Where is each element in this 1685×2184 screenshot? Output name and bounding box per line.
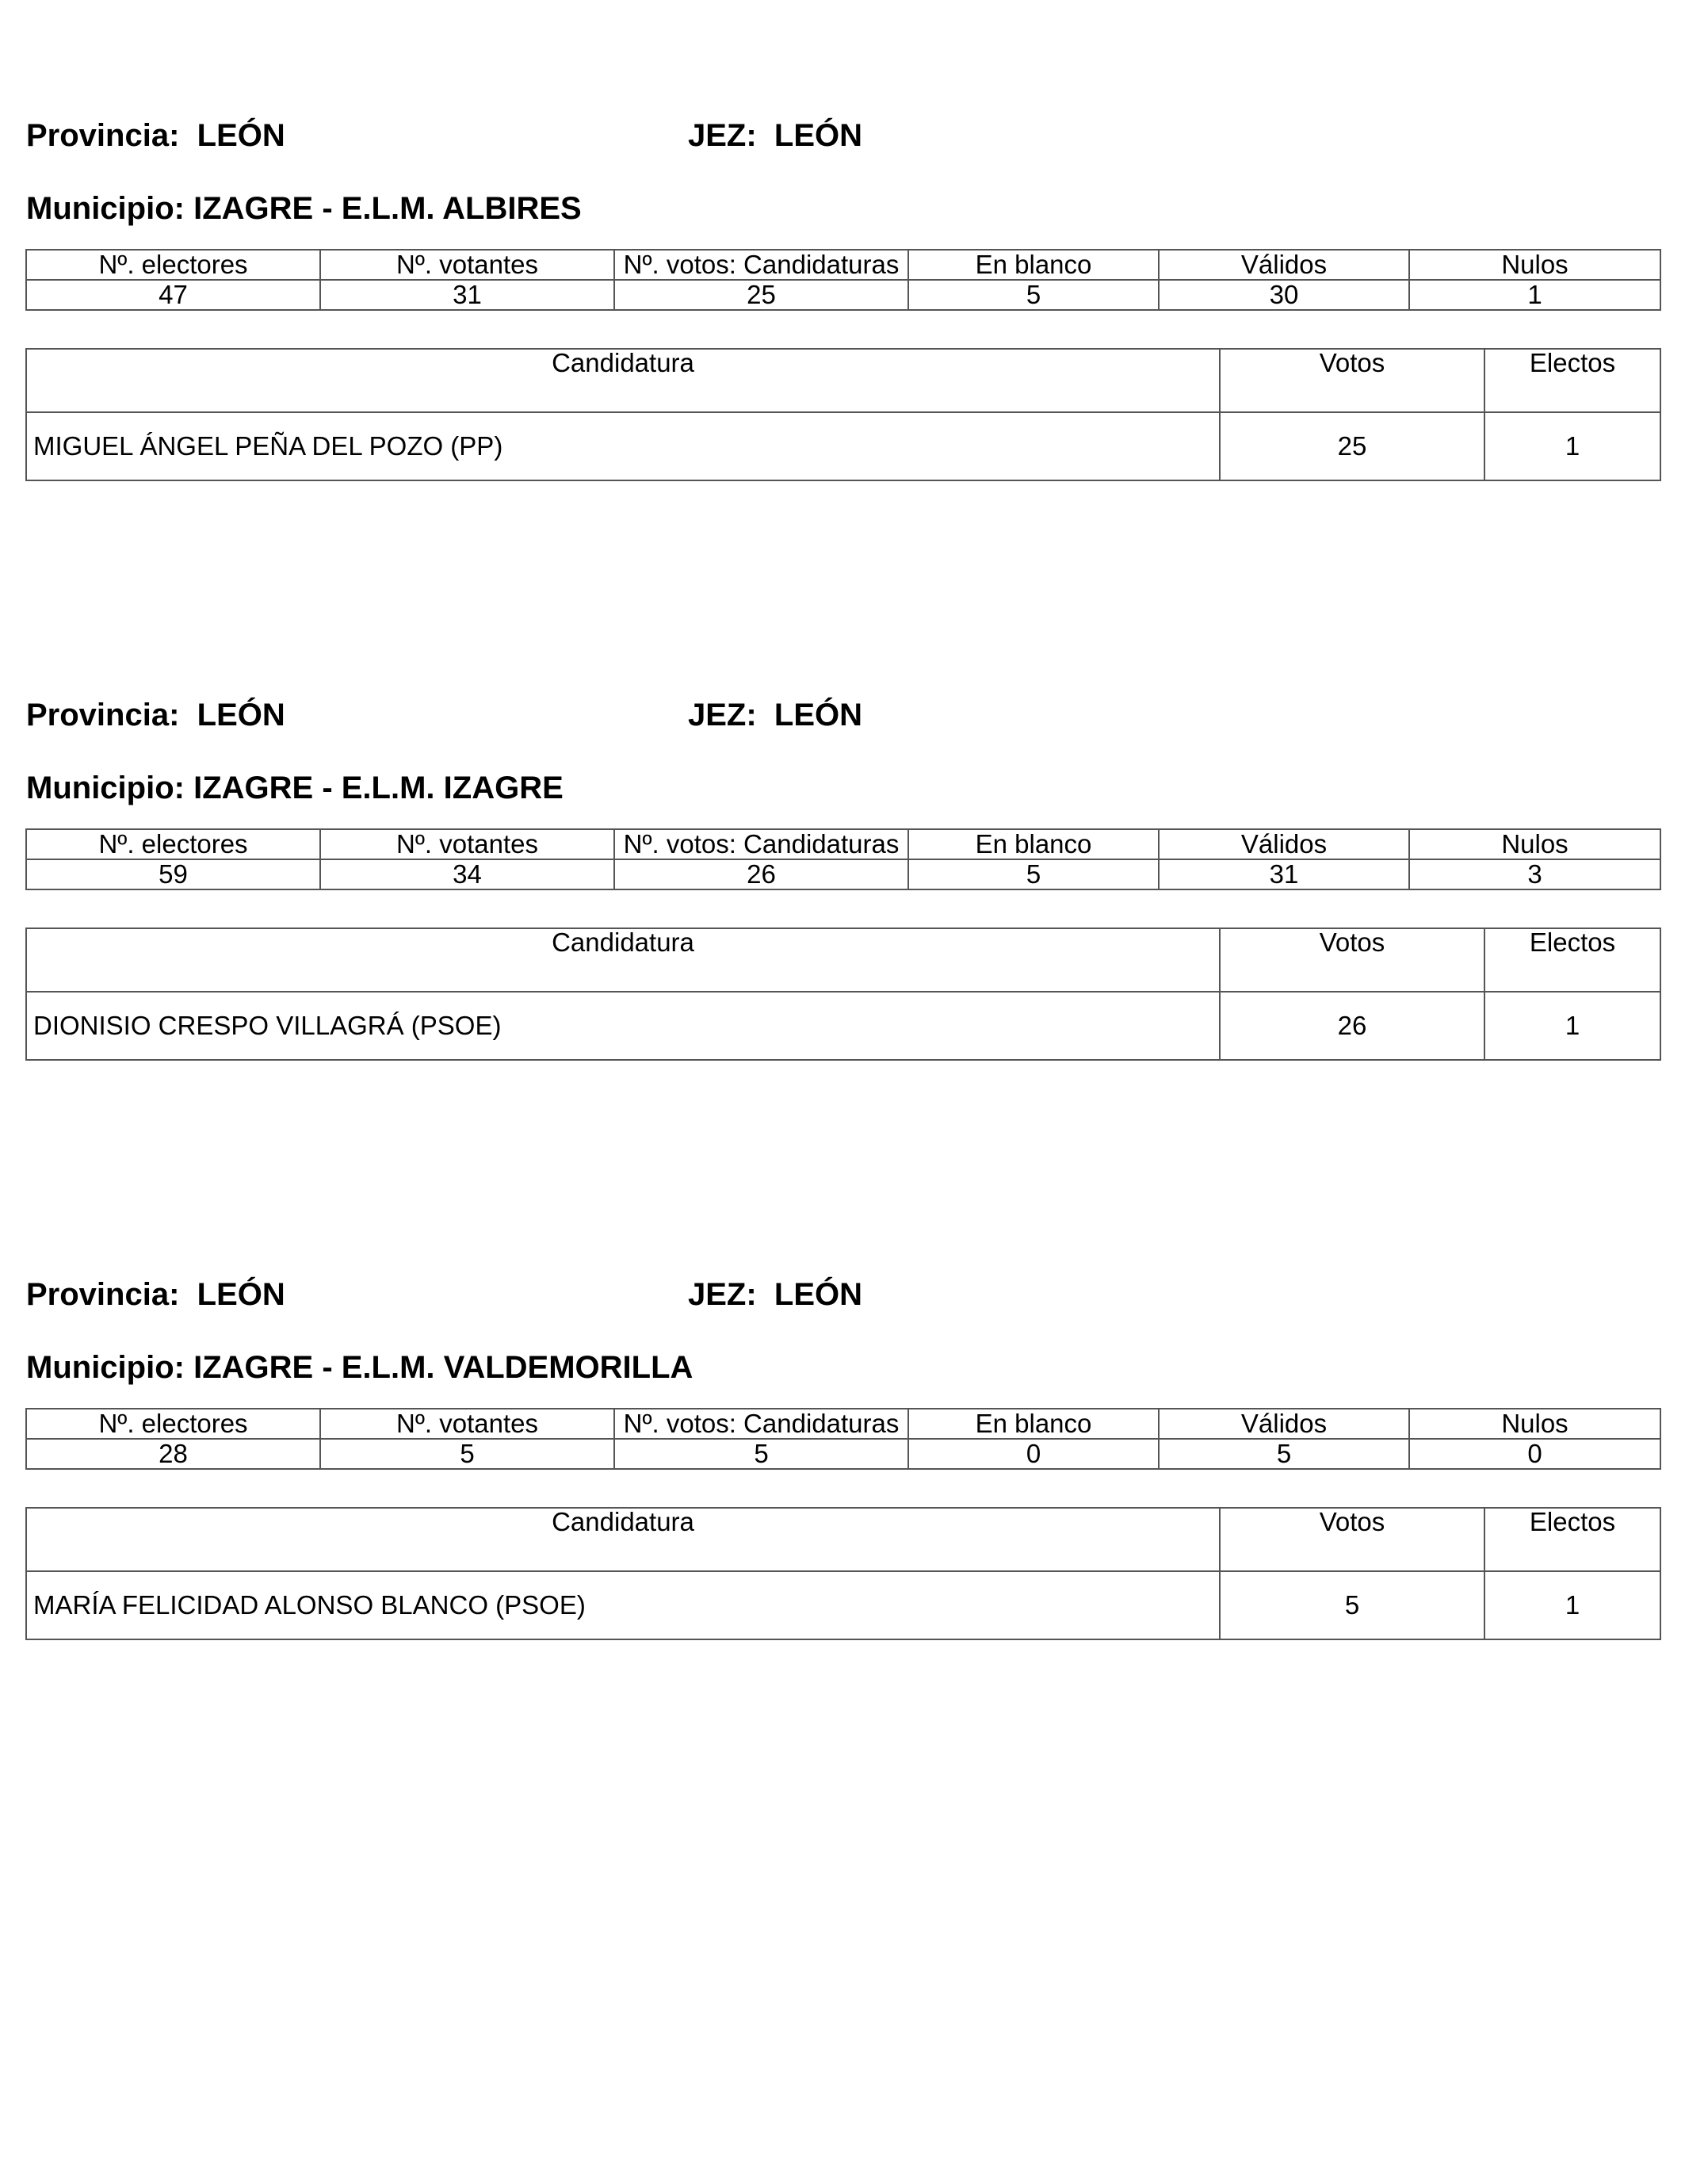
stats-header-row [26, 829, 1660, 859]
provincia-label: Provincia: [26, 118, 180, 153]
nulos-value: 3 [1409, 859, 1660, 889]
candidates-header-row [26, 1508, 1660, 1571]
candidate-row [26, 412, 1660, 480]
jez-heading [688, 1275, 862, 1314]
validos-value: 5 [1159, 1439, 1409, 1469]
electores-header: Nº. electores [26, 829, 320, 859]
electores-value: 28 [26, 1439, 320, 1469]
stats-value-row [26, 1439, 1660, 1469]
candidates-header-row [26, 349, 1660, 412]
candidate-row [26, 1571, 1660, 1639]
votos-header: Votos [1220, 1508, 1484, 1571]
validos-header: Válidos [1159, 829, 1409, 859]
candidate-electos: 1 [1484, 412, 1660, 480]
en-blanco-header: En blanco [908, 250, 1159, 280]
stats-value-row [26, 859, 1660, 889]
validos-header: Válidos [1159, 250, 1409, 280]
en-blanco-header: En blanco [908, 1409, 1159, 1439]
electores-value: 59 [26, 859, 320, 889]
votos-candidaturas-header: Nº. votos: Candidaturas [614, 829, 908, 859]
candidate-row [26, 992, 1660, 1060]
municipio-value: IZAGRE - E.L.M. VALDEMORILLA [193, 1350, 693, 1385]
provincia-label: Provincia: [26, 1277, 180, 1312]
candidates-table [25, 348, 1661, 481]
stats-table [25, 828, 1661, 890]
candidate-votos: 5 [1220, 1571, 1484, 1639]
electores-header: Nº. electores [26, 1409, 320, 1439]
stats-table [25, 1408, 1661, 1470]
votos-candidaturas-header: Nº. votos: Candidaturas [614, 250, 908, 280]
votos-candidaturas-value: 26 [614, 859, 908, 889]
provincia-value: LEÓN [197, 698, 285, 732]
provincia-heading [26, 1275, 285, 1314]
nulos-header: Nulos [1409, 829, 1660, 859]
nulos-value: 1 [1409, 280, 1660, 310]
municipio-label: Municipio: [26, 1350, 185, 1385]
votantes-value: 34 [320, 859, 614, 889]
electores-value: 47 [26, 280, 320, 310]
votos-header: Votos [1220, 349, 1484, 412]
en-blanco-value: 5 [908, 280, 1159, 310]
validos-header: Válidos [1159, 1409, 1409, 1439]
en-blanco-value: 0 [908, 1439, 1159, 1469]
municipio-value: IZAGRE - E.L.M. ALBIRES [193, 191, 582, 226]
jez-label: JEZ: [688, 118, 757, 153]
result-block-izagre [0, 695, 1685, 1187]
candidate-votos: 26 [1220, 992, 1484, 1060]
votos-candidaturas-value: 25 [614, 280, 908, 310]
en-blanco-header: En blanco [908, 829, 1159, 859]
jez-label: JEZ: [688, 1277, 757, 1312]
votantes-header: Nº. votantes [320, 250, 614, 280]
validos-value: 31 [1159, 859, 1409, 889]
electos-header: Electos [1484, 349, 1660, 412]
result-block-albires [0, 116, 1685, 607]
candidate-name: MIGUEL ÁNGEL PEÑA DEL POZO (PP) [26, 412, 1220, 480]
municipio-heading [26, 768, 564, 808]
candidate-name: MARÍA FELICIDAD ALONSO BLANCO (PSOE) [26, 1571, 1220, 1639]
electores-header: Nº. electores [26, 250, 320, 280]
stats-value-row [26, 280, 1660, 310]
candidate-electos: 1 [1484, 1571, 1660, 1639]
municipio-label: Municipio: [26, 771, 185, 805]
electos-header: Electos [1484, 1508, 1660, 1571]
candidatura-header: Candidatura [26, 349, 1220, 412]
stats-header-row [26, 1409, 1660, 1439]
provincia-value: LEÓN [197, 118, 285, 153]
municipio-label: Municipio: [26, 191, 185, 226]
votos-header: Votos [1220, 928, 1484, 992]
nulos-value: 0 [1409, 1439, 1660, 1469]
votos-candidaturas-header: Nº. votos: Candidaturas [614, 1409, 908, 1439]
candidate-votos: 25 [1220, 412, 1484, 480]
result-block-valdemorilla [0, 1275, 1685, 1766]
jez-value: LEÓN [774, 698, 863, 732]
municipio-heading [26, 1348, 693, 1387]
provincia-heading [26, 116, 285, 155]
candidates-table [25, 928, 1661, 1061]
votantes-header: Nº. votantes [320, 829, 614, 859]
en-blanco-value: 5 [908, 859, 1159, 889]
candidate-electos: 1 [1484, 992, 1660, 1060]
jez-heading [688, 695, 862, 735]
nulos-header: Nulos [1409, 250, 1660, 280]
jez-value: LEÓN [774, 1277, 863, 1312]
candidates-table [25, 1507, 1661, 1640]
municipio-value: IZAGRE - E.L.M. IZAGRE [193, 771, 564, 805]
votantes-value: 5 [320, 1439, 614, 1469]
candidatura-header: Candidatura [26, 928, 1220, 992]
stats-table [25, 249, 1661, 311]
jez-label: JEZ: [688, 698, 757, 732]
candidates-header-row [26, 928, 1660, 992]
provincia-label: Provincia: [26, 698, 180, 732]
jez-heading [688, 116, 862, 155]
municipio-heading [26, 189, 582, 228]
votos-candidaturas-value: 5 [614, 1439, 908, 1469]
nulos-header: Nulos [1409, 1409, 1660, 1439]
candidatura-header: Candidatura [26, 1508, 1220, 1571]
provincia-heading [26, 695, 285, 735]
provincia-value: LEÓN [197, 1277, 285, 1312]
jez-value: LEÓN [774, 118, 863, 153]
stats-header-row [26, 250, 1660, 280]
validos-value: 30 [1159, 280, 1409, 310]
votantes-header: Nº. votantes [320, 1409, 614, 1439]
votantes-value: 31 [320, 280, 614, 310]
candidate-name: DIONISIO CRESPO VILLAGRÁ (PSOE) [26, 992, 1220, 1060]
electos-header: Electos [1484, 928, 1660, 992]
